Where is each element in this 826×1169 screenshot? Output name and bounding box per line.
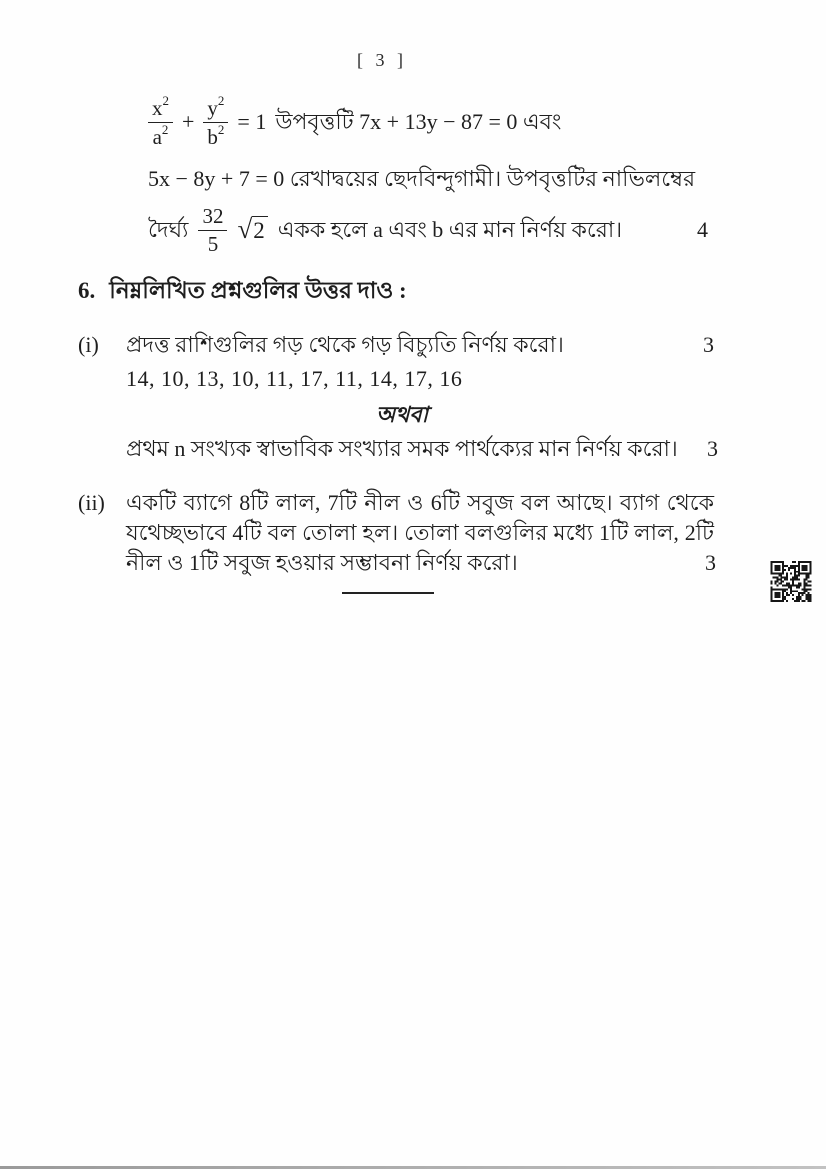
fraction-x2-a2 — [148, 93, 173, 149]
question-6 — [78, 276, 718, 578]
qr-code-icon — [768, 561, 814, 602]
part-i-question-row — [126, 330, 718, 360]
line3-lead-text: দৈর্ঘ্য — [148, 217, 189, 242]
equals-one: = 1 — [237, 109, 267, 134]
ellipse-equation-line — [148, 90, 714, 154]
line3-tail-text: একক হলে a এবং b এর মান নির্ণয় করো। — [277, 217, 623, 242]
fraction-y2-b2 — [203, 93, 228, 149]
radical-sign: √ — [237, 214, 253, 245]
question-6-heading — [78, 276, 718, 306]
part-i-alternative-row — [126, 434, 718, 464]
page-number: [ 3 ] — [357, 50, 407, 70]
or-label: অথবা — [376, 402, 428, 427]
fraction-numerator: $x^2$ — [148, 96, 173, 122]
part-label: (ii) — [78, 490, 105, 515]
latus-rectum-line — [148, 202, 714, 258]
marks-value: 4 — [697, 217, 708, 242]
part-body — [126, 488, 718, 578]
question-5-continuation — [148, 90, 714, 258]
fraction-denominator: $a^2$ — [152, 121, 169, 149]
question-part-ii — [78, 488, 718, 578]
end-of-paper-divider — [342, 592, 434, 594]
part-body — [126, 330, 718, 464]
plus-sign: + — [182, 109, 195, 134]
marks-value: 3 — [707, 436, 718, 461]
question-number: 6. — [78, 278, 96, 303]
marks-value: 3 — [703, 332, 714, 357]
fraction-denominator: 5 — [207, 231, 219, 256]
line1-text: উপবৃত্তটি 7x + 13y − 87 = 0 এবং — [275, 109, 562, 134]
fraction-numerator: $y^2$ — [203, 96, 228, 122]
line2-text: 5x − 8y + 7 = 0 রেখাদ্বয়ের ছেদবিন্দুগামী। উপবৃত্তটির নাভিলম্বের — [148, 166, 696, 191]
square-root-2 — [237, 216, 267, 243]
part-ii-text: একটি ব্যাগে 8টি লাল, 7টি নীল ও 6টি সবুজ বল আছে। ব্যাগ থেকে যথেচ্ছভাবে 4টি বল তোলা হল। তোলা বলগুলির মধ্যে 1টি লাল, 2টি নীল ও 1টি সবুজ হওয়ার সম্ভাবনা নির্ণয় করো। — [126, 490, 714, 575]
part-label: (i) — [78, 332, 99, 357]
fraction-32-5 — [198, 205, 227, 254]
question-part-i — [78, 330, 718, 464]
radicand: 2 — [252, 216, 268, 243]
data-values: 14, 10, 13, 10, 11, 17, 11, 14, 17, 16 — [126, 366, 463, 391]
part-i-alt-text: প্রথম n সংখ্যক স্বাভাবিক সংখ্যার সমক পার্থক্যের মান নির্ণয় করো। — [126, 436, 678, 461]
fraction-numerator: 32 — [198, 205, 227, 230]
question-heading-text: নিম্নলিখিত প্রশ্নগুলির উত্তর দাও : — [109, 278, 407, 303]
marks-value: 3 — [705, 550, 716, 575]
part-i-text: প্রদত্ত রাশিগুলির গড় থেকে গড় বিচ্যুতি নির্ণয় করো। — [126, 332, 564, 357]
fraction-denominator: $b^2$ — [207, 121, 225, 149]
